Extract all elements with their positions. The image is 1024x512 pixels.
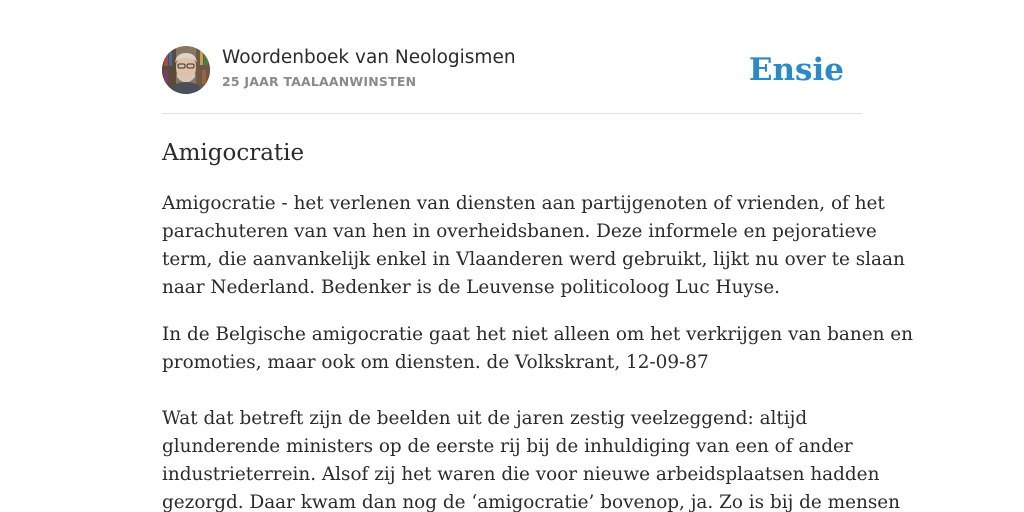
text-line: In de Belgische amigocratie gaat het niet alleen om het verkrijgen van banen en: [162, 324, 913, 345]
text-line: promoties, maar ook om diensten. de Volkskrant, 12-09-87: [162, 352, 709, 373]
avatar[interactable]: [162, 46, 210, 94]
brand-logo[interactable]: Ensie: [748, 52, 844, 88]
paragraph-quote-2: [162, 405, 900, 512]
publisher-header: [162, 46, 862, 96]
text-line: glunderende ministers op de eerste rij bij de inhuldiging van een of ander: [162, 436, 853, 457]
paragraph-definition: [162, 190, 905, 302]
text-line: Amigocratie - het verlenen van diensten aan partijgenoten of vrienden, of het: [162, 193, 885, 214]
publisher-name[interactable]: Woordenboek van Neologismen: [222, 47, 516, 68]
text-line: naar Nederland. Bedenker is de Leuvense politicoloog Luc Huyse.: [162, 277, 780, 298]
text-line: term, die aanvankelijk enkel in Vlaanderen werd gebruikt, lijkt nu over te slaan: [162, 249, 905, 270]
paragraph-quote-1: [162, 321, 913, 377]
article-title: Amigocratie: [162, 140, 305, 166]
author-portrait-icon: [162, 46, 210, 94]
text-line: gezorgd. Daar kwam dan nog de ‘amigocratie’ bovenop, ja. Zo is bij de mensen: [162, 492, 900, 512]
text-line: industrieterrein. Alsof zij het waren die voor nieuwe arbeidsplaatsen hadden: [162, 464, 880, 485]
text-line: Wat dat betreft zijn de beelden uit de jaren zestig veelzeggend: altijd: [162, 408, 808, 429]
text-line: parachuteren van van hen in overheidsbanen. Deze informele en pejoratieve: [162, 221, 877, 242]
header-divider: [162, 113, 862, 114]
article-body: [162, 190, 913, 512]
publisher-tagline: 25 JAAR TAALAANWINSTEN: [222, 74, 417, 89]
